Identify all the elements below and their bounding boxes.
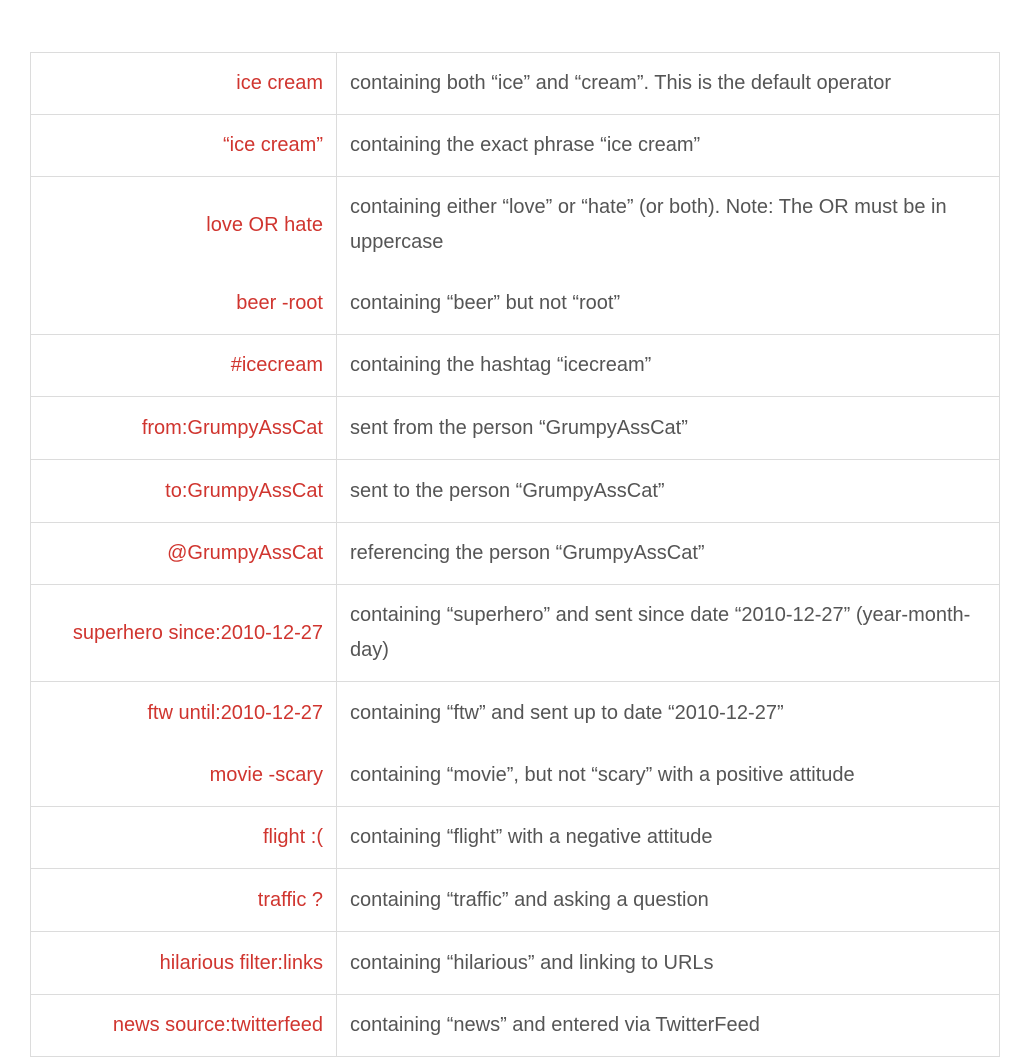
- description-cell: sent to the person “GrumpyAssCat”: [337, 460, 1000, 523]
- description-cell: containing “superhero” and sent since date “2010-12-27” (year-month-day): [337, 585, 1000, 682]
- operator-cell: ftw until:2010-12-27: [31, 682, 337, 745]
- operator-cell: #icecream: [31, 335, 337, 397]
- description-cell: containing “beer” but not “root”: [337, 273, 1000, 335]
- description-cell: containing the exact phrase “ice cream”: [337, 115, 1000, 177]
- description-cell: sent from the person “GrumpyAssCat”: [337, 397, 1000, 460]
- description-cell: containing “traffic” and asking a question: [337, 869, 1000, 932]
- operator-cell: “ice cream”: [31, 115, 337, 177]
- description-cell: containing either “love” or “hate” (or both). Note: The OR must be in uppercase: [350, 196, 947, 253]
- operator-cell: love OR hate: [31, 177, 337, 274]
- table-row: [31, 869, 1000, 932]
- description-cell: containing “ftw” and sent up to date “2010-12-27”: [350, 701, 784, 724]
- description-cell: containing “hilarious” and linking to URLs: [337, 932, 1000, 995]
- table-row: [31, 177, 1000, 274]
- operator-cell: to:GrumpyAssCat: [31, 460, 337, 523]
- operator-cell: ice cream: [31, 53, 337, 115]
- operator-cell: news source:twitterfeed: [31, 995, 337, 1057]
- description-cell: containing both “ice” and “cream”. This is the default operator: [337, 53, 1000, 115]
- table-row: [31, 744, 1000, 807]
- search-operators-table: [30, 52, 1000, 1057]
- operator-cell: superhero since:2010-12-27: [31, 585, 337, 682]
- table-row: [31, 273, 1000, 335]
- operator-cell: flight :(: [31, 807, 337, 869]
- table-row: [31, 585, 1000, 682]
- table-row: [31, 115, 1000, 177]
- description-cell: containing “news” and entered via TwitterFeed: [337, 995, 1000, 1057]
- operator-cell: movie -scary: [31, 744, 337, 807]
- operator-cell: @GrumpyAssCat: [31, 523, 337, 585]
- table-row: [31, 523, 1000, 585]
- table-row: [31, 995, 1000, 1057]
- description-cell: containing the hashtag “icecream”: [337, 335, 1000, 397]
- table-row: [31, 807, 1000, 869]
- table-row: [31, 682, 1000, 745]
- operator-cell: traffic ?: [31, 869, 337, 932]
- table-row: [31, 460, 1000, 523]
- description-cell: containing “movie”, but not “scary” with a positive attitude: [337, 744, 1000, 807]
- table-row: [31, 932, 1000, 995]
- description-cell: containing “flight” with a negative attitude: [337, 807, 1000, 869]
- description-cell: referencing the person “GrumpyAssCat”: [337, 523, 1000, 585]
- operator-cell: from:GrumpyAssCat: [31, 397, 337, 460]
- operator-cell: hilarious filter:links: [31, 932, 337, 995]
- table-row: [31, 335, 1000, 397]
- table-row: [31, 397, 1000, 460]
- table-row: [31, 53, 1000, 115]
- operator-cell: beer -root: [31, 273, 337, 335]
